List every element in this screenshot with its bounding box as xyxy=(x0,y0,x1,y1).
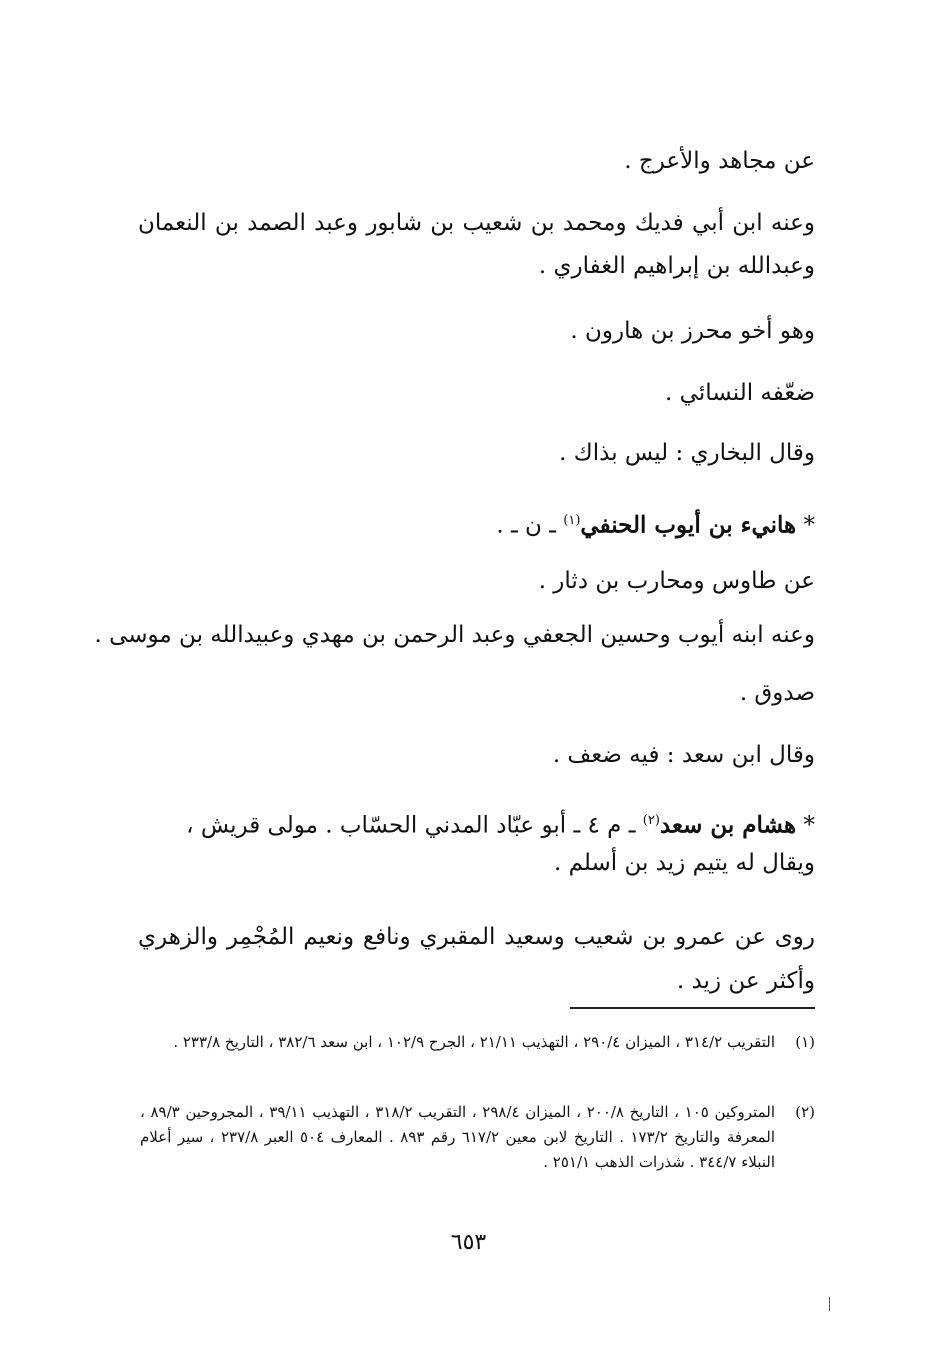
page-number: ٦٥٣ xyxy=(450,1230,487,1255)
text-line-hisham-from-1: روى عن عمرو بن شعيب وسعيد المقبري ونافع ونعيم المُجْمِر والزهري xyxy=(138,924,815,950)
entry-heading-hisham xyxy=(138,806,815,841)
entry-name: هانيء بن أيوب الحنفي xyxy=(580,511,797,539)
text-line-students-1: وعنه ابن أبي فديك ومحمد بن شعيب بن شابور وعبد الصمد بن النعمان xyxy=(138,210,815,236)
footnote-ref: (١) xyxy=(563,513,581,528)
footnote-number: (١) xyxy=(795,1033,815,1051)
entry-star-marker: * xyxy=(803,512,815,539)
footnote-2 xyxy=(140,1100,815,1175)
footnote-text: المتروكين ١٠٥ ، التاريخ ٢٠٠/٨ ، الميزان ٢٩٨/٤ ، التقريب ٣١٨/٢ ، التهذيب ٣٩/١١ ، المجروحين ٨٩/٣ ، المعرفة والتاريخ ١٧٣/٢ . التاريخ لابن معين ٦١٧/٢ رقم ٨٩٣ . المعارف ٥٠٤ العبر ٢٣٧/٨ ، سير أعلام النبلاء ٣٤٤/٧ . شذرات الذهب ٢٥١/١ . xyxy=(140,1103,775,1171)
footnote-1 xyxy=(140,1030,815,1055)
footnote-text: التقريب ٣١٤/٢ ، الميزان ٢٩٠/٤ ، التهذيب ٢١/١١ ، الجرح ١٠٢/٩ ، ابن سعد ٣٨٢/٦ ، التاريخ ٢٣٣/٨ . xyxy=(173,1033,775,1051)
entry-code: ـ ن ـ . xyxy=(496,512,556,539)
entry-star-marker: * xyxy=(803,812,815,839)
entry-heading-hani xyxy=(496,506,815,541)
text-line-nasai: ضعّفه النسائي . xyxy=(665,380,815,406)
text-line-hisham-alias: ويقال له يتيم زيد بن أسلم . xyxy=(553,850,815,876)
footnote-number: (٢) xyxy=(795,1103,815,1121)
entry-name: هشام بن سعد xyxy=(659,811,797,839)
text-line-bukhari: وقال البخاري : ليس بذاك . xyxy=(559,440,815,466)
text-line-saduq: صدوق . xyxy=(739,680,815,706)
entry-description: ـ م ٤ ـ أبو عبّاد المدني الحسّاب . مولى قريش ، xyxy=(186,812,636,839)
text-line-brother: وهو أخو محرز بن هارون . xyxy=(570,318,815,344)
text-line-hisham-from-2: وأكثر عن زيد . xyxy=(676,968,815,994)
text-line-narrators-from: عن مجاهد والأعرج . xyxy=(624,148,815,174)
footnote-ref: (٢) xyxy=(642,813,660,828)
footnote-separator xyxy=(570,1007,815,1009)
text-line-ibn-saad: وقال ابن سعد : فيه ضعف . xyxy=(552,742,815,768)
text-line-hani-students: وعنه ابنه أيوب وحسين الجعفي وعبد الرحمن بن مهدي وعبيدالله بن موسى . xyxy=(94,622,815,648)
text-line-hani-from: عن طاوس ومحارب بن دثار . xyxy=(538,568,815,594)
scan-edge-mark xyxy=(829,1297,830,1311)
text-line-students-2: وعبدالله بن إبراهيم الغفاري . xyxy=(538,253,815,279)
